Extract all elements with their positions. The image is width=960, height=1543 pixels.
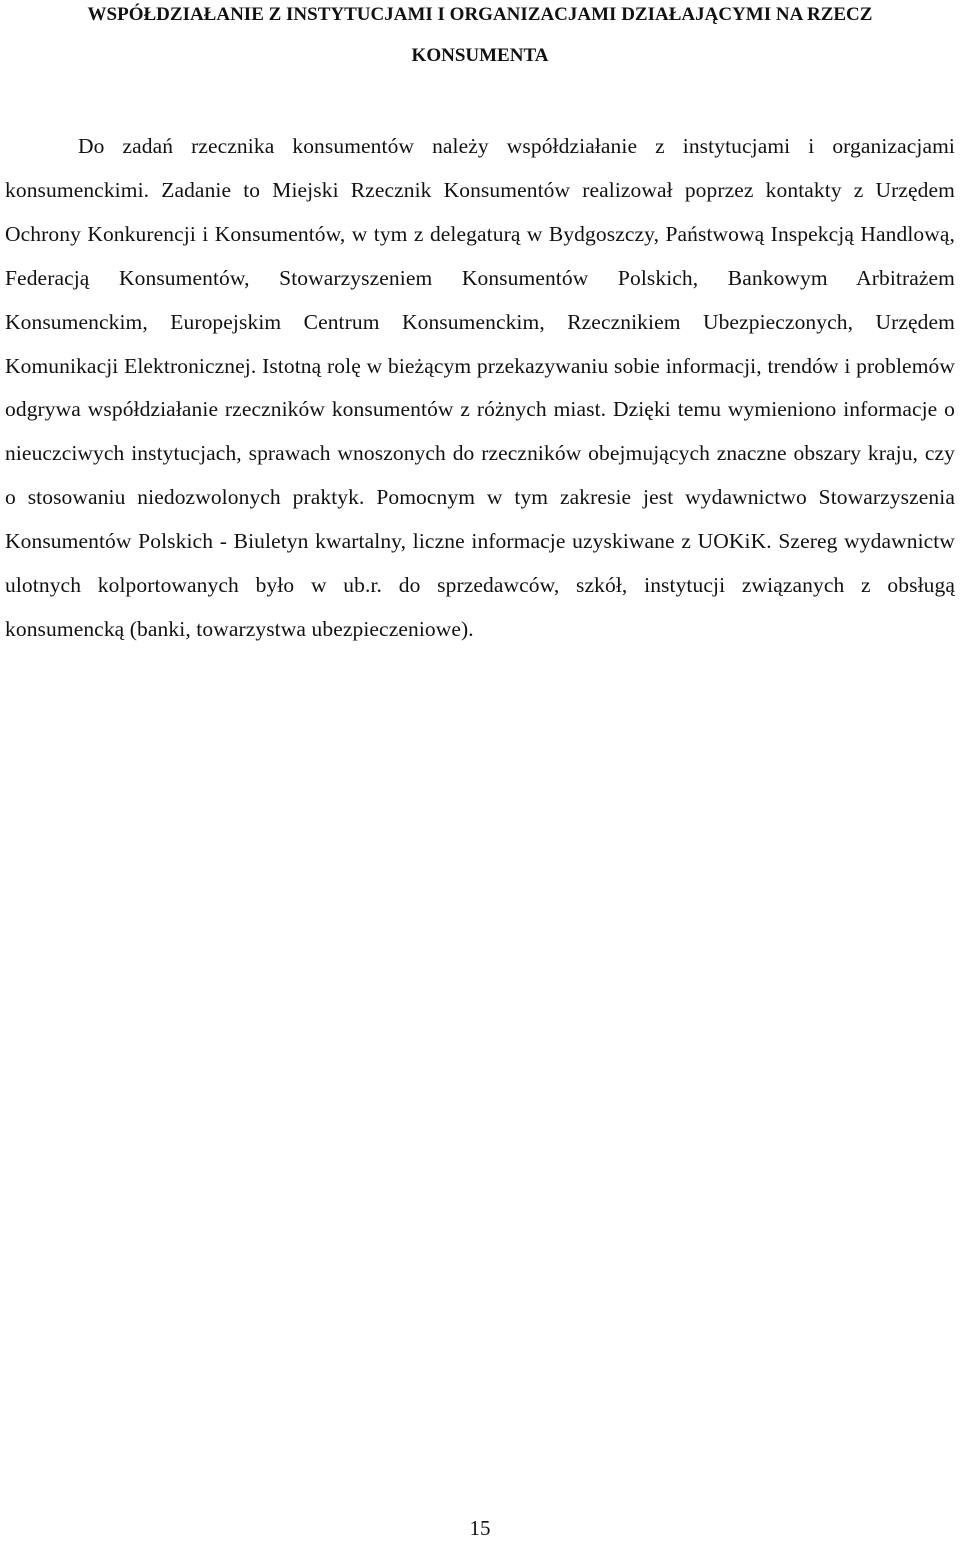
page-number: 15 — [469, 1516, 491, 1540]
body-paragraph: Do zadań rzecznika konsumentów należy współdziałanie z instytucjami i organizacjami konsumenckimi. Zadanie to Miejski Rzecznik Konsumentów realizował poprzez kontakty z Urzędem Ochrony Konkurencji i Konsumentów, w tym z delegaturą w Bydgoszczy, Państwową Inspekcją Handlową, Federacją Konsumentów, Stowarzyszeniem Konsumentów Polskich, Bankowym Arbitrażem Konsumenckim, Europejskim Centrum Konsumenckim, Rzecznikiem Ubezpieczonych, Urzędem Komunikacji Elektronicznej. Istotną rolę w bieżącym przekazywaniu sobie informacji, trendów i problemów odgrywa współdziałanie rzeczników konsumentów z różnych miast. Dzięki temu wymieniono informacje o nieuczciwych instytucjach, sprawach wnoszonych do rzeczników obejmujących znaczne obszary kraju, czy o stosowaniu niedozwolonych praktyk. Pomocnym w tym zakresie jest wydawnictwo Stowarzyszenia Konsumentów Polskich - Biuletyn kwartalny, liczne informacje uzyskiwane z UOKiK. Szereg wydawnictw ulotnych kolportowanych było w ub.r. do sprzedawców, szkół, instytucji związanych z obsługą konsumencką (banki, towarzystwa ubezpieczeniowe). — [5, 134, 955, 641]
section-heading-line-2: KONSUMENTA — [411, 45, 549, 66]
section-heading-line-1: WSPÓŁDZIAŁANIE Z INSTYTUCJAMI I ORGANIZACJAMI DZIAŁAJĄCYMI NA RZECZ — [87, 4, 873, 25]
